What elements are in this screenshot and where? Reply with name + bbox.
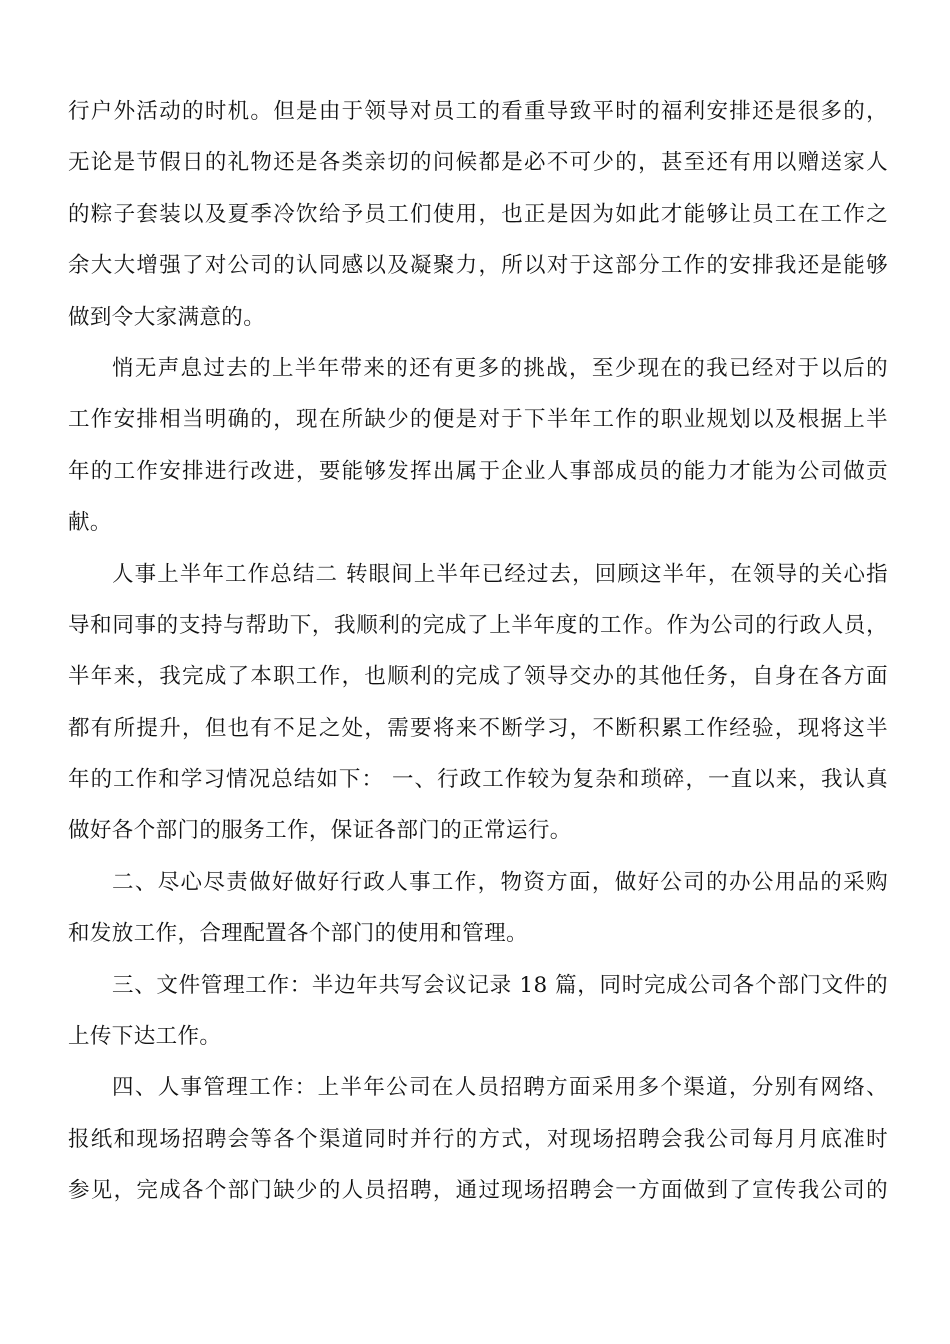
text-line: 报纸和现场招聘会等各个渠道同时并行的方式，对现场招聘会我公司每月月底准时 xyxy=(68,1126,888,1152)
text-line: 工作安排相当明确的，现在所缺少的便是对于下半年工作的职业规划以及根据上半 xyxy=(68,407,888,433)
text-line: 年的工作安排进行改进，要能够发挥出属于企业人事部成员的能力才能为公司做贡 xyxy=(68,458,888,484)
text-line: 余大大增强了对公司的认同感以及凝聚力，所以对于这部分工作的安排我还是能够 xyxy=(68,253,888,279)
text-line: 做到令大家满意的。 xyxy=(68,304,266,330)
document-body xyxy=(68,86,888,1217)
text-line: 无论是节假日的礼物还是各类亲切的问候都是必不可少的，甚至还有用以赠送家人 xyxy=(68,150,888,176)
paragraph-first-line: 三、文件管理工作：半边年共写会议记录 18 篇，同时完成公司各个部门文件的 xyxy=(112,972,888,998)
text-line: 行户外活动的时机。但是由于领导对员工的看重导致平时的福利安排还是很多的， xyxy=(68,99,888,124)
paragraph-first-line: 悄无声息过去的上半年带来的还有更多的挑战，至少现在的我已经对于以后的 xyxy=(112,355,888,381)
text-line: 的粽子套装以及夏季冷饮给予员工们使用，也正是因为如此才能够让员工在工作之 xyxy=(68,201,888,227)
text-line: 做好各个部门的服务工作，保证各部门的正常运行。 xyxy=(68,818,572,844)
text-line: 年的工作和学习情况总结如下： 一、行政工作较为复杂和琐碎，一直以来，我认真 xyxy=(68,767,888,793)
paragraph-first-line: 二、尽心尽责做好做好行政人事工作，物资方面，做好公司的办公用品的采购 xyxy=(112,869,888,895)
text-line: 半年来，我完成了本职工作，也顺利的完成了领导交办的其他任务，自身在各方面 xyxy=(68,664,888,690)
text-line: 导和同事的支持与帮助下，我顺利的完成了上半年度的工作。作为公司的行政人员， xyxy=(68,612,888,638)
paragraph-first-line: 四、人事管理工作：上半年公司在人员招聘方面采用多个渠道，分别有网络、 xyxy=(112,1075,888,1101)
text-line: 参见，完成各个部门缺少的人员招聘，通过现场招聘会一方面做到了宣传我公司的 xyxy=(68,1178,888,1204)
text-line: 和发放工作，合理配置各个部门的使用和管理。 xyxy=(68,921,528,947)
text-line: 献。 xyxy=(68,510,112,536)
text-line: 上传下达工作。 xyxy=(68,1024,222,1050)
text-line: 都有所提升，但也有不足之处，需要将来不断学习，不断积累工作经验，现将这半 xyxy=(68,715,888,741)
paragraph-first-line: 人事上半年工作总结二 转眼间上半年已经过去，回顾这半年，在领导的关心指 xyxy=(112,561,888,587)
